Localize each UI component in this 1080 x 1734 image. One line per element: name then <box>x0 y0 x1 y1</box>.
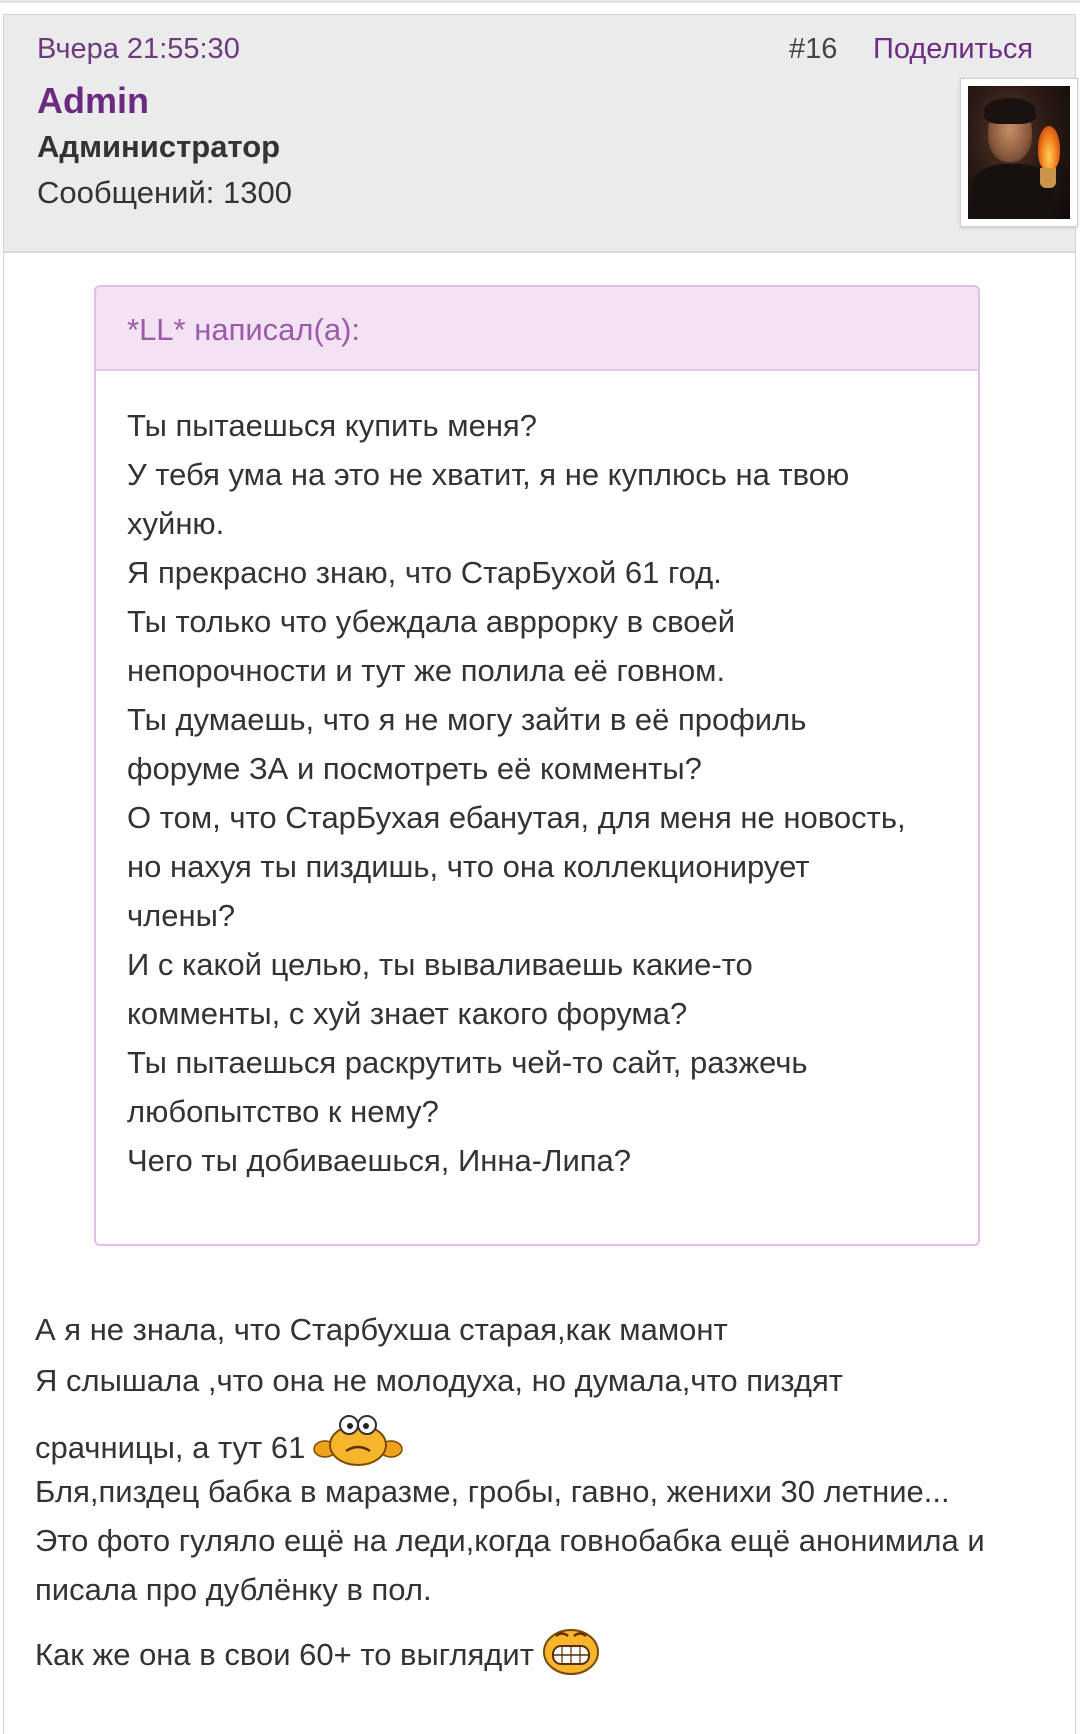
quote-line: У тебя ума на это не хватит, я не куплюсь на твою <box>127 457 850 492</box>
quote-line: Ты пытаешься раскрутить чей-то сайт, разжечь <box>127 1045 808 1080</box>
quote-line: форуме ЗА и посмотреть её комменты? <box>127 751 702 786</box>
message-line: А я не знала, что Старбухша старая,как мамонт <box>35 1312 728 1347</box>
post-message <box>35 1305 1045 1676</box>
message-line: писала про дублёнку в пол. <box>35 1572 432 1607</box>
quote-line: но нахуя ты пиздишь, что она коллекционирует <box>127 849 810 884</box>
message-line: срачницы, а тут 61 <box>35 1430 306 1465</box>
message-line: Бля,пиздец бабка в маразме, гробы, гавно, женихи 30 летние... <box>35 1474 950 1509</box>
avatar-flame-shape <box>1038 126 1060 170</box>
top-divider <box>0 0 1080 3</box>
post-header <box>4 15 1075 253</box>
quote-line: члены? <box>127 898 236 933</box>
quote-line: И с какой целью, ты вываливаешь какие-то <box>127 947 753 982</box>
quote-line: О том, что СтарБухая ебанутая, для меня не новость, <box>127 800 906 835</box>
message-line-with-smiley <box>35 1614 1045 1676</box>
quote-header: *LL* написал(а): <box>96 287 978 371</box>
avatar-image <box>968 86 1070 219</box>
author-posts-count: Сообщений: 1300 <box>37 175 292 210</box>
quote-block <box>94 285 980 1246</box>
quote-line: Я прекрасно знаю, что СтарБухой 61 год. <box>127 555 722 590</box>
worried-smiley-icon <box>313 1411 403 1467</box>
message-line: Как же она в свои 60+ то выглядит <box>35 1637 534 1672</box>
share-link[interactable]: Поделиться <box>873 33 1034 65</box>
post-date[interactable]: Вчера 21:55:30 <box>37 33 240 65</box>
quote-line: Ты только что убеждала авррорку в своей <box>127 604 736 639</box>
message-line-with-smiley <box>35 1405 1045 1467</box>
quote-line: Чего ты добиваешься, Инна-Липа? <box>127 1143 632 1178</box>
quote-body <box>96 371 978 1185</box>
message-line: Я слышала ,что она не молодуха, но думала,что пиздят <box>35 1363 843 1398</box>
quote-line: непорочности и тут же полила её говном. <box>127 653 726 688</box>
avatar-glass-shape <box>1040 168 1056 188</box>
quote-line: хуйню. <box>127 506 225 541</box>
author-name[interactable]: Admin <box>37 80 149 121</box>
quote-line: любопытство к нему? <box>127 1094 439 1129</box>
quote-line: комменты, с хуй знает какого форума? <box>127 996 688 1031</box>
post-number: #16 <box>789 33 838 65</box>
avatar-hair-shape <box>984 98 1036 124</box>
avatar[interactable] <box>960 78 1078 227</box>
grinning-smiley-icon <box>542 1626 600 1676</box>
message-line: Это фото гуляло ещё на леди,когда говнобабка ещё анонимила и <box>35 1523 985 1558</box>
author-role: Администратор <box>37 129 281 164</box>
quote-line: Ты думаешь, что я не могу зайти в её профиль <box>127 702 807 737</box>
quote-line: Ты пытаешься купить меня? <box>127 408 537 443</box>
